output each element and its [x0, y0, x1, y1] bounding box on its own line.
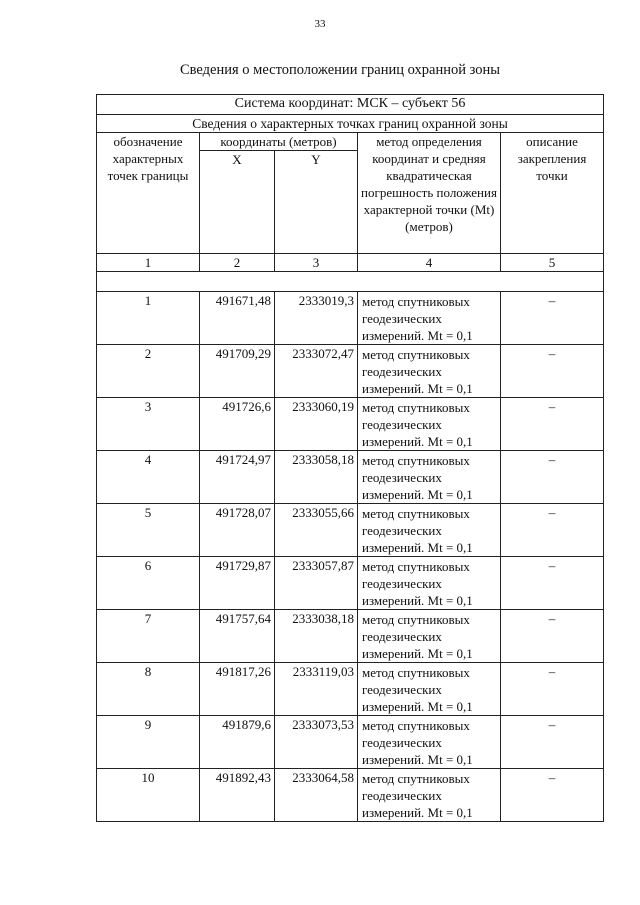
- method-cell: метод спутниковых геодезических измерений. Mt = 0,1: [358, 610, 501, 663]
- fixing-description-cell: –: [501, 292, 604, 345]
- x-coordinate-cell: 491728,07: [200, 504, 275, 557]
- y-coordinate-cell: 2333060,19: [275, 398, 358, 451]
- column-header-row: [97, 133, 604, 151]
- method-cell: метод спутниковых геодезических измерений. Mt = 0,1: [358, 345, 501, 398]
- points-info-header: Сведения о характерных точках границ охранной зоны: [97, 115, 604, 133]
- fixing-description-cell: –: [501, 769, 604, 822]
- x-coordinate-cell: 491709,29: [200, 345, 275, 398]
- fixing-description-cell: –: [501, 345, 604, 398]
- x-coordinate-cell: 491724,97: [200, 451, 275, 504]
- column-number: 5: [501, 254, 604, 272]
- point-number-cell: 2: [97, 345, 200, 398]
- x-coordinate-cell: 491729,87: [200, 557, 275, 610]
- y-coordinate-cell: 2333119,03: [275, 663, 358, 716]
- x-coordinate-cell: 491671,48: [200, 292, 275, 345]
- table-row: [97, 769, 604, 822]
- blank-row: [97, 272, 604, 292]
- fixing-description-header: описание закрепления точки: [501, 133, 604, 254]
- method-cell: метод спутниковых геодезических измерений. Mt = 0,1: [358, 716, 501, 769]
- y-coordinate-cell: 2333057,87: [275, 557, 358, 610]
- column-number: 2: [200, 254, 275, 272]
- table-row: [97, 504, 604, 557]
- method-cell: метод спутниковых геодезических измерений. Mt = 0,1: [358, 292, 501, 345]
- point-number-cell: 10: [97, 769, 200, 822]
- y-coordinate-cell: 2333064,58: [275, 769, 358, 822]
- y-coordinate-cell: 2333019,3: [275, 292, 358, 345]
- column-number-row: [97, 254, 604, 272]
- table-row: [97, 557, 604, 610]
- x-coordinate-cell: 491892,43: [200, 769, 275, 822]
- table-row: [97, 292, 604, 345]
- table-row: [97, 610, 604, 663]
- point-number-cell: 6: [97, 557, 200, 610]
- table-row: [97, 398, 604, 451]
- system-header-row: [97, 95, 604, 115]
- boundary-points-table: [96, 94, 604, 822]
- fixing-description-cell: –: [501, 504, 604, 557]
- column-number: 3: [275, 254, 358, 272]
- table-row: [97, 451, 604, 504]
- fixing-description-cell: –: [501, 610, 604, 663]
- method-cell: метод спутниковых геодезических измерений. Mt = 0,1: [358, 504, 501, 557]
- y-header: Y: [275, 151, 358, 254]
- y-coordinate-cell: 2333058,18: [275, 451, 358, 504]
- coordinates-header: координаты (метров): [200, 133, 358, 151]
- table-row: [97, 716, 604, 769]
- y-coordinate-cell: 2333072,47: [275, 345, 358, 398]
- table-body: [97, 292, 604, 822]
- method-cell: метод спутниковых геодезических измерений. Mt = 0,1: [358, 398, 501, 451]
- x-header: X: [200, 151, 275, 254]
- x-coordinate-cell: 491817,26: [200, 663, 275, 716]
- table-row: [97, 663, 604, 716]
- fixing-description-cell: –: [501, 557, 604, 610]
- x-coordinate-cell: 491879,6: [200, 716, 275, 769]
- fixing-description-cell: –: [501, 716, 604, 769]
- point-number-cell: 5: [97, 504, 200, 557]
- method-header: метод определения координат и средняя квадратическая погрешность положения характерной точки (Mt) (метров): [358, 133, 501, 254]
- column-number: 4: [358, 254, 501, 272]
- blank-cell: [97, 272, 604, 292]
- method-cell: метод спутниковых геодезических измерений. Mt = 0,1: [358, 663, 501, 716]
- point-number-cell: 9: [97, 716, 200, 769]
- document-title: Сведения о местоположении границ охранной зоны: [179, 62, 500, 78]
- column-number: 1: [97, 254, 200, 272]
- method-cell: метод спутниковых геодезических измерений. Mt = 0,1: [358, 769, 501, 822]
- x-coordinate-cell: 491757,64: [200, 610, 275, 663]
- x-coordinate-cell: 491726,6: [200, 398, 275, 451]
- fixing-description-cell: –: [501, 451, 604, 504]
- coordinate-system-header: Система координат: МСК – субъект 56: [97, 95, 604, 115]
- y-coordinate-cell: 2333038,18: [275, 610, 358, 663]
- point-number-cell: 3: [97, 398, 200, 451]
- page-number: 33: [314, 18, 326, 30]
- method-cell: метод спутниковых геодезических измерений. Mt = 0,1: [358, 451, 501, 504]
- point-number-cell: 1: [97, 292, 200, 345]
- y-coordinate-cell: 2333055,66: [275, 504, 358, 557]
- fixing-description-cell: –: [501, 398, 604, 451]
- table-row: [97, 345, 604, 398]
- point-number-cell: 4: [97, 451, 200, 504]
- fixing-description-cell: –: [501, 663, 604, 716]
- point-number-cell: 8: [97, 663, 200, 716]
- point-designation-header: обозначение характерных точек границы: [97, 133, 200, 254]
- point-number-cell: 7: [97, 610, 200, 663]
- method-cell: метод спутниковых геодезических измерений. Mt = 0,1: [358, 557, 501, 610]
- points-header-row: [97, 115, 604, 133]
- y-coordinate-cell: 2333073,53: [275, 716, 358, 769]
